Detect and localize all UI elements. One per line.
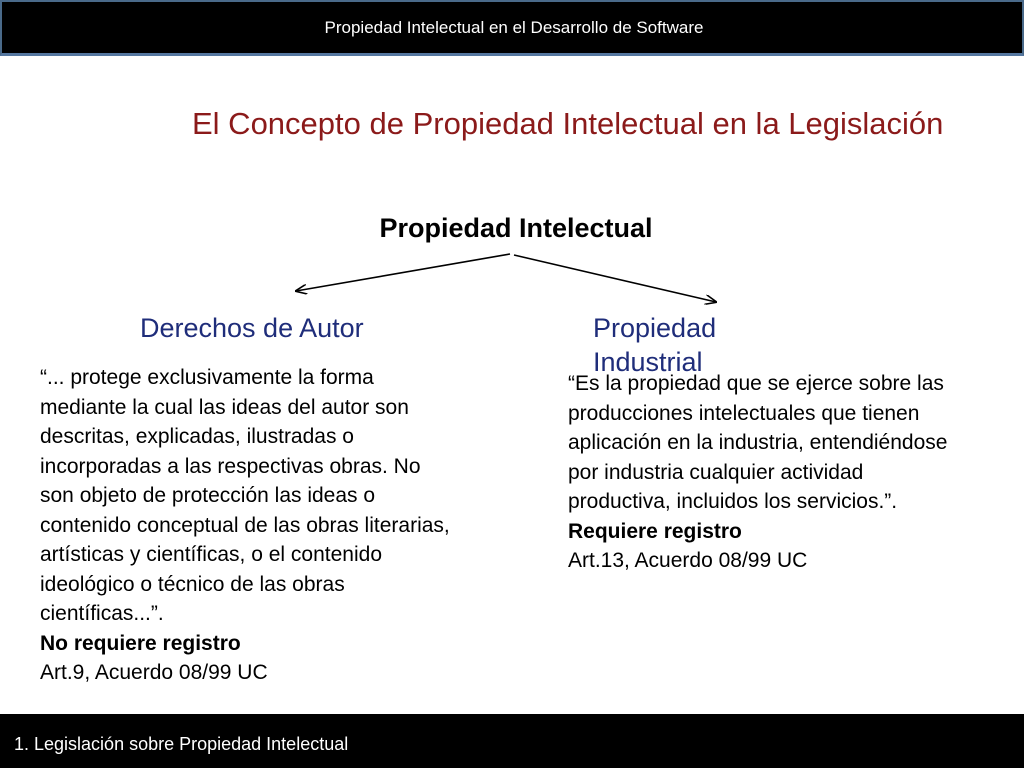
header-bar	[0, 0, 1024, 56]
right-emphasis: Requiere registro	[568, 519, 742, 543]
left-column-body	[40, 363, 460, 688]
arrow-right	[514, 255, 716, 302]
footer-text: 1. Legislación sobre Propiedad Intelectual	[14, 734, 349, 754]
right-column-body	[568, 369, 968, 576]
left-column-heading: Derechos de Autor	[140, 313, 364, 343]
left-emphasis: No requiere registro	[40, 631, 241, 655]
right-column-heading: Propiedad Industrial	[593, 313, 717, 377]
left-reference: Art.9, Acuerdo 08/99 UC	[40, 661, 268, 684]
footer-bar	[0, 714, 1024, 768]
header-title: Propiedad Intelectual en el Desarrollo de Software	[324, 18, 704, 37]
slide-title: El Concepto de Propiedad Intelectual en la Legislación	[192, 106, 944, 141]
arrow-left	[296, 254, 510, 291]
center-heading: Propiedad Intelectual	[379, 213, 653, 243]
left-quote: “... protege exclusivamente la forma mediante la cual las ideas del autor son descritas, explicadas, ilustradas o incorporadas a las respectivas obras. No son objeto de protección las ideas o contenido conceptual de las obras literarias, artísticas y científicas, o el contenido ideológico o técnico de las obras científicas...”.	[40, 366, 450, 625]
right-quote: “Es la propiedad que se ejerce sobre las producciones intelectuales que tienen aplicación en la industria, entendiéndose por industria cualquier actividad productiva, incluidos los servicios.”.	[568, 372, 948, 513]
right-reference: Art.13, Acuerdo 08/99 UC	[568, 549, 808, 572]
